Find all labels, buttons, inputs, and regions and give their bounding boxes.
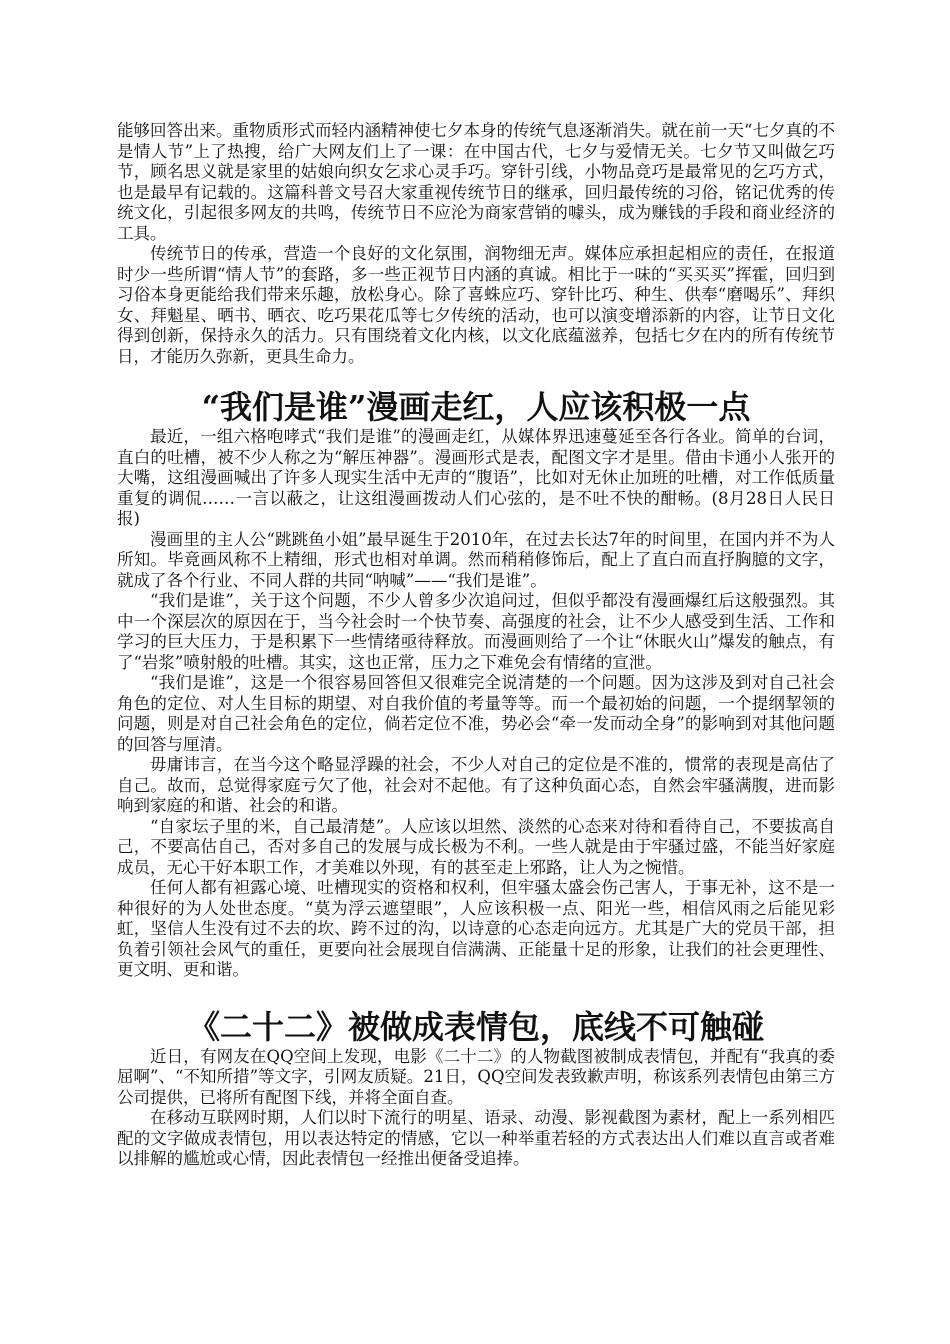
section-qixi <box>117 121 835 367</box>
paragraph: 在移动互联网时期，人们以时下流行的明星、语录、动漫、影视截图为素材，配上一系列相匹配的文字做成表情包，用以表达特定的情感，它以一种举重若轻的方式表达出人们难以直言或者难以排解的尴尬或心情，因此表情包一经推出便备受追捧。 <box>117 1108 835 1168</box>
paragraph: “自家坛子里的米，自己最清楚”。人应该以坦然、淡然的心态来对待和看待自己，不要拔高自己，不要高估自己，否对多自己的发展与成长极为不利。一些人就是由于牢骚过盛，不能当好家庭成员，无心干好本职工作，才美难以外现，有的甚至走上邪路，让人为之惋惜。 <box>117 816 835 877</box>
paragraph: 任何人都有袒露心境、吐槽现实的资格和权利，但牢骚太盛会伤己害人，于事无补，这不是一种很好的为人处世态度。“莫为浮云遮望眼”，人应该积极一点、阳光一些，相信风雨之后能见彩虹，坚信人生没有过不去的坎、跨不过的沟，以诗意的心态走向远方。尤其是广大的党员干部，担负着引领社会风气的重任，更要向社会展现自信满满、正能量十足的形象，让我们的社会更理性、更文明、更和谐。 <box>117 878 835 979</box>
article-title: 《二十二》被做成表情包，底线不可触碰 <box>187 1007 764 1046</box>
paragraph: “我们是谁”，这是一个很容易回答但又很难完全说清楚的一个问题。因为这涉及到对自己社会角色的定位、对人生目标的期望、对自我价值的考量等等。而一个最初始的问题，一个提纲挈领的问题，则是对自己社会角色的定位，倘若定位不准，势必会“牵一发而动全身”的影响到对其他问题的回答与厘清。 <box>117 673 835 754</box>
section-twenty-two <box>117 1007 835 1170</box>
paragraph: 漫画里的主人公“跳跳鱼小姐”最早诞生于2010年，在过去长达7年的时间里，在国内并不为人所知。毕竟画风称不上精细，形式也相对单调。然而稍稍修饰后，配上了直白而直抒胸臆的文字，就成了各个行业、不同人群的共同“呐喊”——“我们是谁”。 <box>117 529 835 590</box>
paragraph: 传统节日的传承，营造一个良好的文化氛围，润物细无声。媒体应承担起相应的责任，在报道时少一些所谓“情人节”的套路，多一些正视节日内涵的真诚。相比于一味的“买买买”挥霍，回归到习俗本身更能给我们带来乐趣，放松身心。除了喜蛛应巧、穿针比巧、种生、供奉“磨喝乐”、拜织女、拜魁星、晒书、晒衣、吃巧果花瓜等七夕传统的活动，也可以演变增添新的内容，让节日文化得到创新，保持永久的活力。只有围绕着文化内核，以文化底蕴滋养，包括七夕在内的所有传统节日，才能历久弥新，更具生命力。 <box>117 244 835 366</box>
article-title: “我们是谁”漫画走红，人应该积极一点 <box>201 388 751 426</box>
document-page <box>117 121 835 1170</box>
paragraph: 毋庸讳言，在当今这个略显浮躁的社会，不少人对自己的定位是不准的，惯常的表现是高估了自己。故而，总觉得家庭亏欠了他，社会对不起他。有了这种负面心态，自然会牢骚满腹，进而影响到家庭的和谐、社会的和谐。 <box>117 755 835 815</box>
paragraph: 近日，有网友在QQ空间上发现，电影《二十二》的人物截图被制成表情包，并配有“我真的委屈啊”、“不知所措”等文字，引网友质疑。21日，QQ空间发表致歉声明，称该系列表情包由第三方公司提供，已将所有配图下线，并将全面自查。 <box>117 1046 835 1107</box>
section-who-are-we <box>117 387 835 981</box>
paragraph: “我们是谁”，关于这个问题，不少人曾多少次追问过，但似乎都没有漫画爆红后这般强烈。其中一个深层次的原因在于，当今社会时一个快节奏、高强度的社会，让不少人感受到生活、工作和学习的巨大压力，于是积累下一些情绪亟待释放。而漫画则给了一个让“休眠火山”爆发的触点，有了“岩浆”喷射般的吐槽。其实，这也正常，压力之下难免会有情绪的宣泄。 <box>117 591 835 672</box>
paragraph: 最近，一组六格咆哮式“我们是谁”的漫画走红，从媒体界迅速蔓延至各行各业。简单的台词，直白的吐槽，被不少人称之为“解压神器”。漫画形式是表，配图文字才是里。借由卡通小人张开的大嘴，这组漫画喊出了许多人现实生活中无声的“腹语”，比如对无休止加班的吐槽，对工作低质量重复的调侃……一言以蔽之，让这组漫画拨动人们心弦的，是不吐不快的酣畅。(8月28日人民日报) <box>117 427 835 528</box>
paragraph: 能够回答出来。重物质形式而轻内涵精神使七夕本身的传统气息逐渐消失。就在前一天“七夕真的不是情人节”上了热搜，给广大网友们上了一课：在中国古代，七夕与爱情无关。七夕节又叫做乞巧节，顾名思义就是家里的姑娘向织女乞求心灵手巧。穿针引线，小物品竞巧是最常见的乞巧方式，也是最早有记载的。这篇科普文号召大家重视传统节日的继承，回归最传统的习俗，铭记优秀的传统文化，引起很多网友的共鸣，传统节日不应沦为商家营销的噱头，成为赚钱的手段和商业经济的工具。 <box>117 121 835 243</box>
